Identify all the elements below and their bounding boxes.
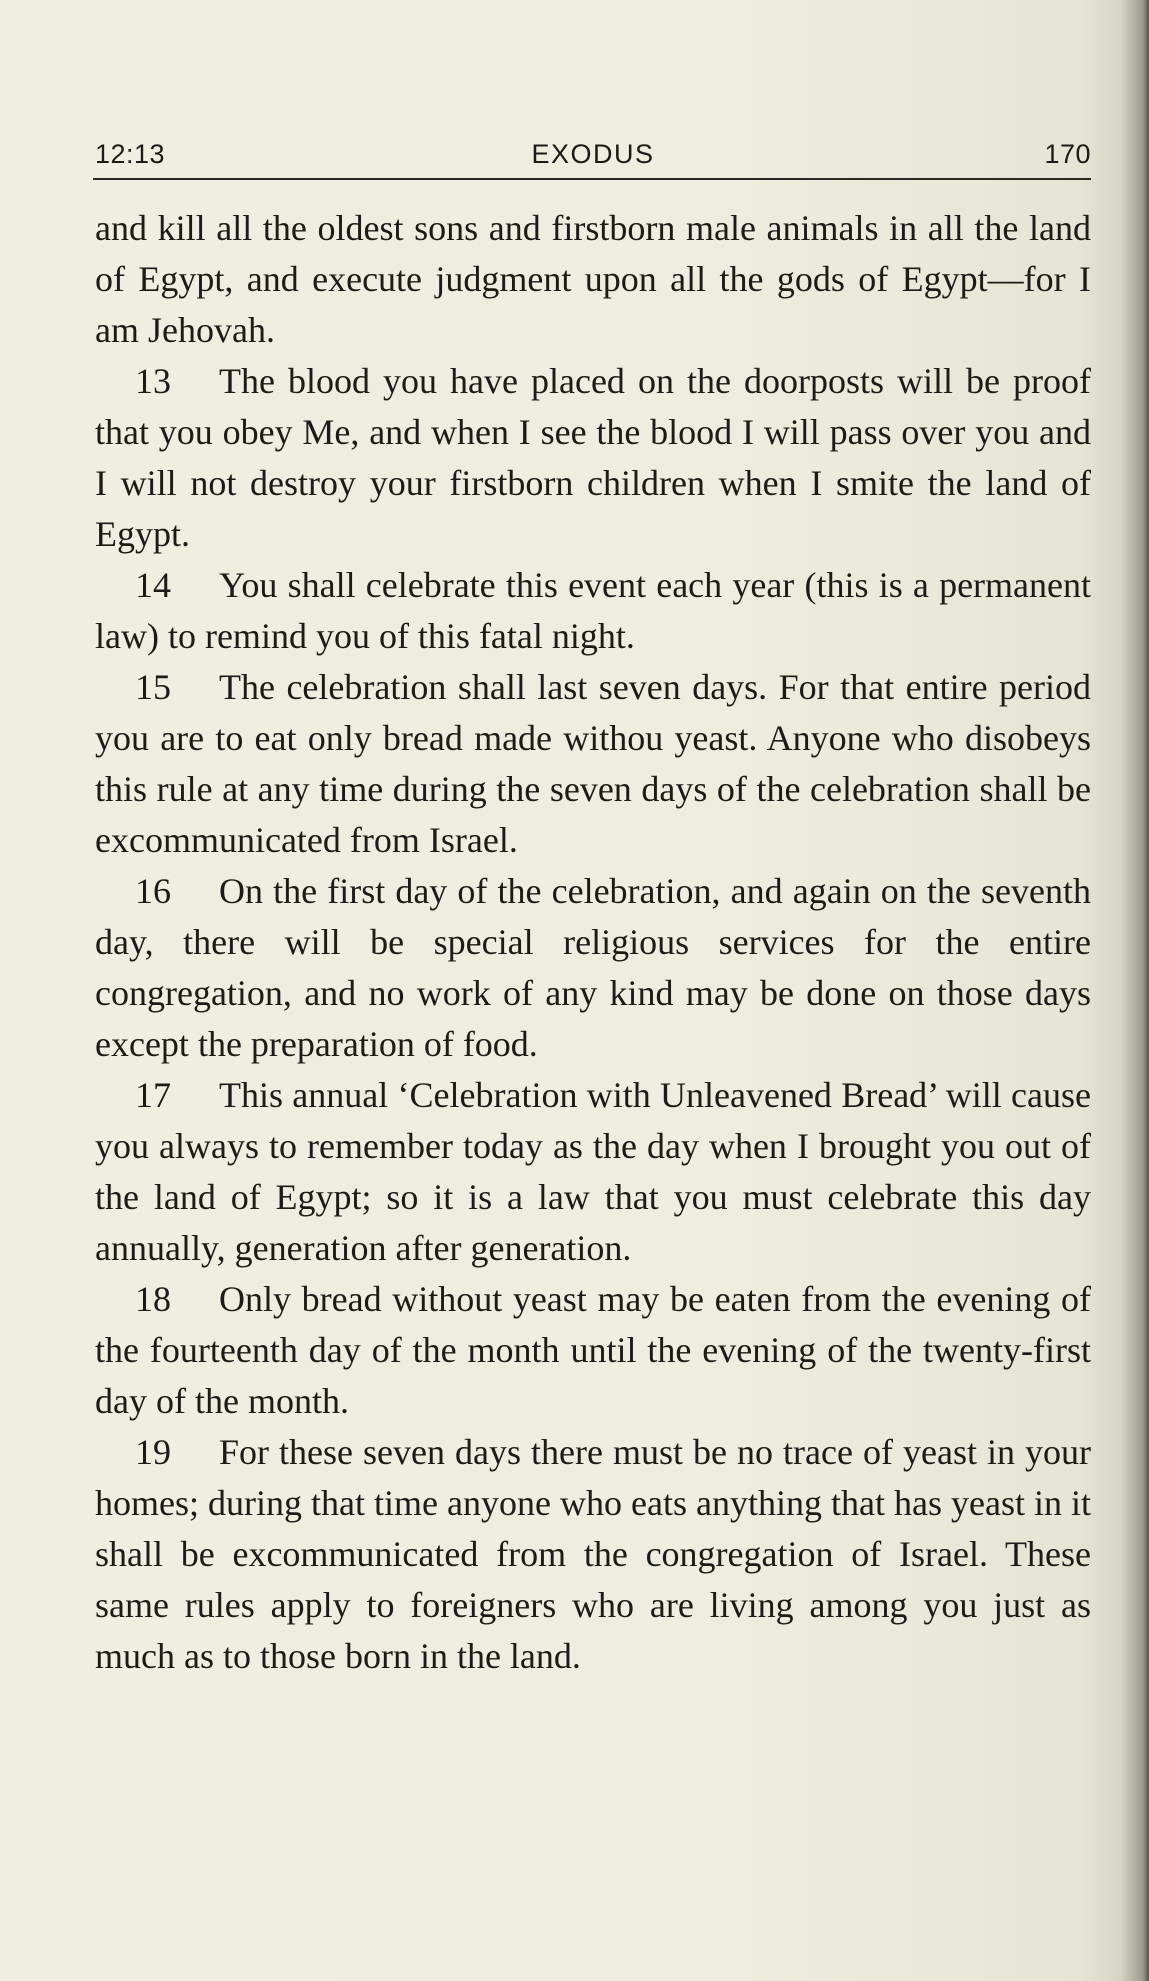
verse-number: 17: [135, 1075, 171, 1115]
verse-number: 14: [135, 565, 171, 605]
verse-paragraph: [95, 1274, 1091, 1427]
verse-text: You shall celebrate this event each year (this is a permanent law) to remind you of this fatal night.: [95, 565, 1091, 656]
verse-paragraph: [95, 356, 1091, 560]
page-edge-shadow: [1143, 0, 1149, 1981]
running-header: [95, 139, 1091, 179]
verse-number: 16: [135, 871, 171, 911]
verse-paragraph: [95, 662, 1091, 866]
verse-number: 19: [135, 1432, 171, 1472]
scripture-text: [95, 203, 1091, 1682]
chapter-verse-reference: 12:13: [95, 139, 166, 169]
page-number: 170: [1044, 139, 1091, 169]
continuation-paragraph: and kill all the oldest sons and firstborn male animals in all the land of Egypt, and execute judgment upon all the gods of Egypt—for I am Jehovah.: [95, 208, 1091, 350]
verse-number: 13: [135, 361, 171, 401]
verse-text: On the first day of the celebration, and again on the seventh day, there will be special religious services for the entire congregation, and no work of any kind may be done on those days except the preparation of food.: [95, 871, 1091, 1064]
verse-text: This annual ‘Celebration with Unleavened Bread’ will cause you always to remember today as the day when I brought you out of the land of Egypt; so it is a law that you must celebrate this day annually, generation after generation.: [95, 1075, 1091, 1268]
verse-number: 18: [135, 1279, 171, 1319]
verse-text: The blood you have placed on the doorposts will be proof that you obey Me, and when I see the blood I will pass over you and I will not destroy your firstborn children when I smite the land of Egypt.: [95, 361, 1091, 554]
verse-paragraph: [95, 1427, 1091, 1682]
header-rule: [93, 178, 1091, 180]
book-title: EXODUS: [531, 139, 655, 169]
verse-paragraph: [95, 1070, 1091, 1274]
verse-text: The celebration shall last seven days. For that entire period you are to eat only bread made withou yeast. Anyone who disobeys this rule at any time during the seven days of the celebration shall be excommunicated from Israel.: [95, 667, 1091, 860]
verse-number: 15: [135, 667, 171, 707]
verse-text: For these seven days there must be no trace of yeast in your homes; during that time anyone who eats anything that has yeast in it shall be excommunicated from the congregation of Israel. These same rules apply to foreigners who are living among you just as much as to those born in the land.: [95, 1432, 1091, 1676]
verse-paragraph: [95, 560, 1091, 662]
verse-paragraph: [95, 866, 1091, 1070]
verse-text: Only bread without yeast may be eaten from the evening of the fourteenth day of the month until the evening of the twenty-first day of the month.: [95, 1279, 1091, 1421]
